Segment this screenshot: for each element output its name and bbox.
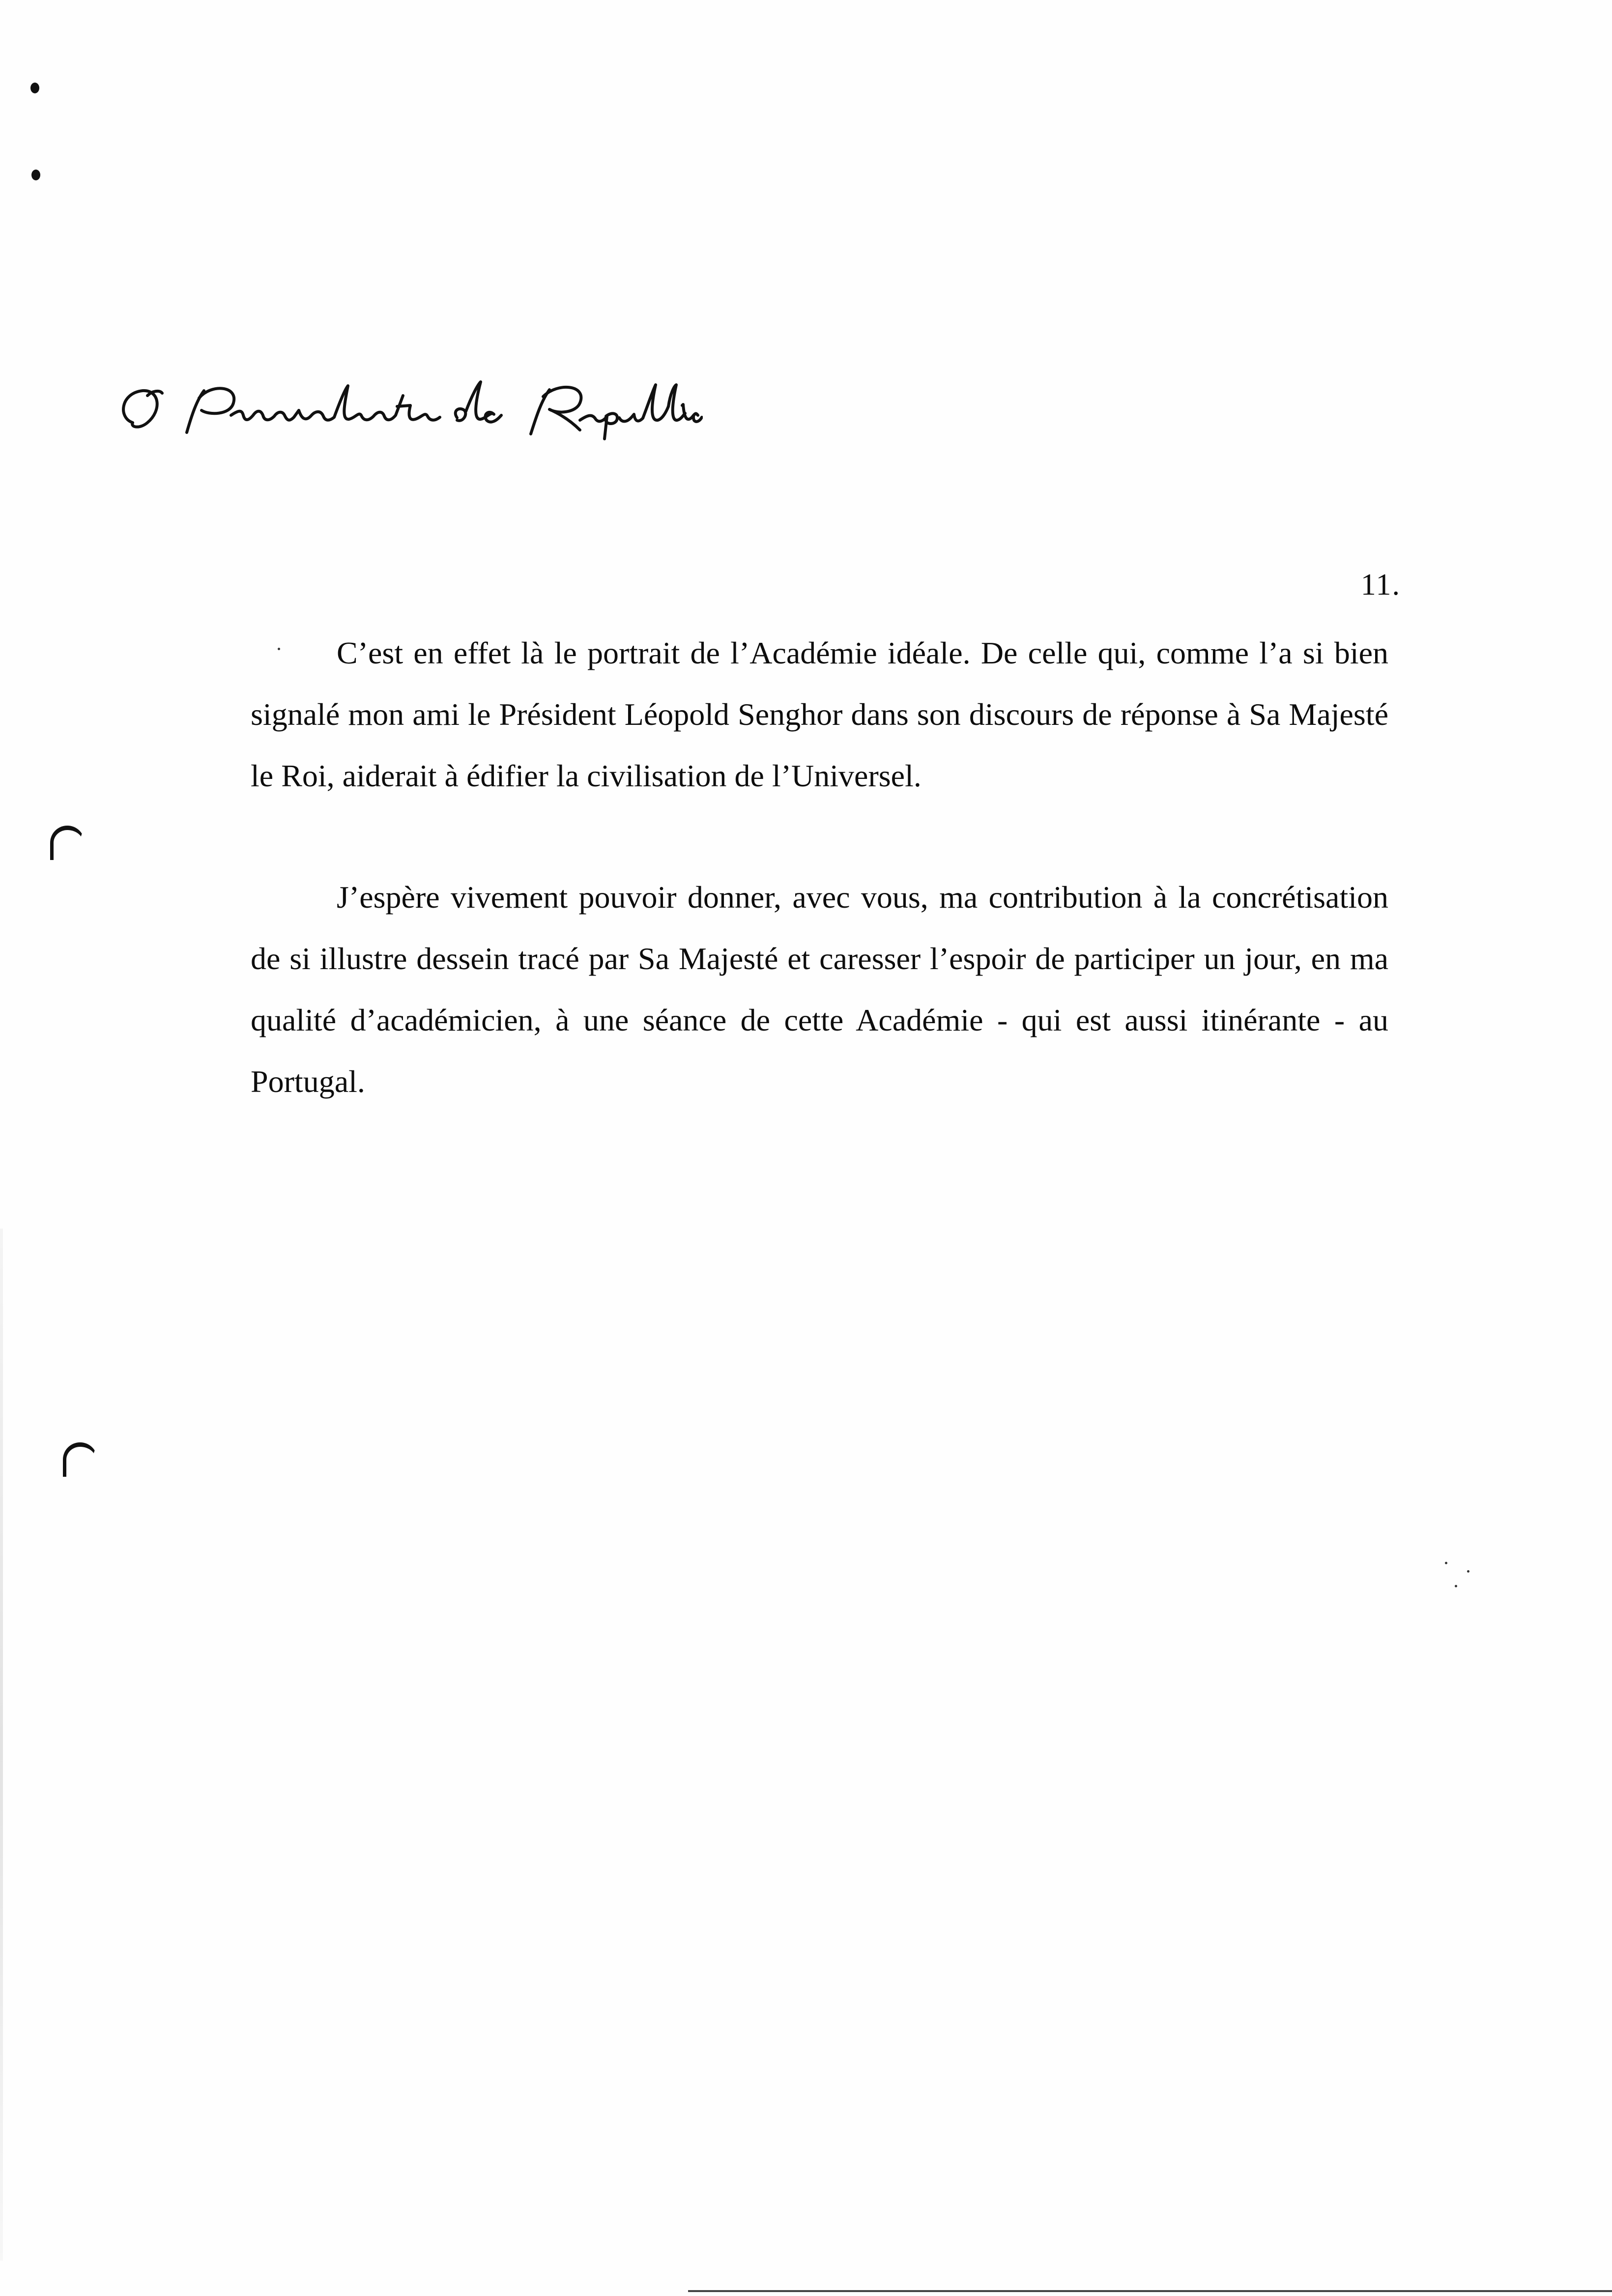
staple-mark <box>63 1442 97 1477</box>
scan-speck <box>1467 1570 1469 1573</box>
letterhead-script <box>113 376 703 445</box>
punch-hole-mark <box>30 83 39 93</box>
paragraph-contribution <box>251 866 1388 1112</box>
paragraph-text: C’est en effet là le portrait de l’Académie idéale. De celle qui, comme l’a si bien signalé mon ami le Président Léopold Senghor dans son discours de réponse à Sa Majesté le Roi, aiderait à édifier la civilisation de l’Universel. <box>251 635 1388 793</box>
scan-speck <box>1455 1585 1457 1587</box>
paragraph-academie-ideale <box>251 622 1388 806</box>
scan-edge <box>0 1229 3 2261</box>
scan-speck <box>1445 1562 1447 1564</box>
letterhead <box>113 376 703 445</box>
punch-hole-mark <box>31 170 40 180</box>
staple-mark <box>50 826 85 860</box>
page-number: 11. <box>1360 568 1401 602</box>
bottom-edge-line <box>688 2290 1612 2292</box>
paragraph-text: J’espère vivement pouvoir donner, avec vous, ma contribution à la concrétisation de si illustre dessein tracé par Sa Majesté et caresser l’espoir de participer un jour, en ma qualité d’académicien, à une séance de cette Académie - qui est aussi itinérante - au Portugal. <box>251 880 1388 1099</box>
